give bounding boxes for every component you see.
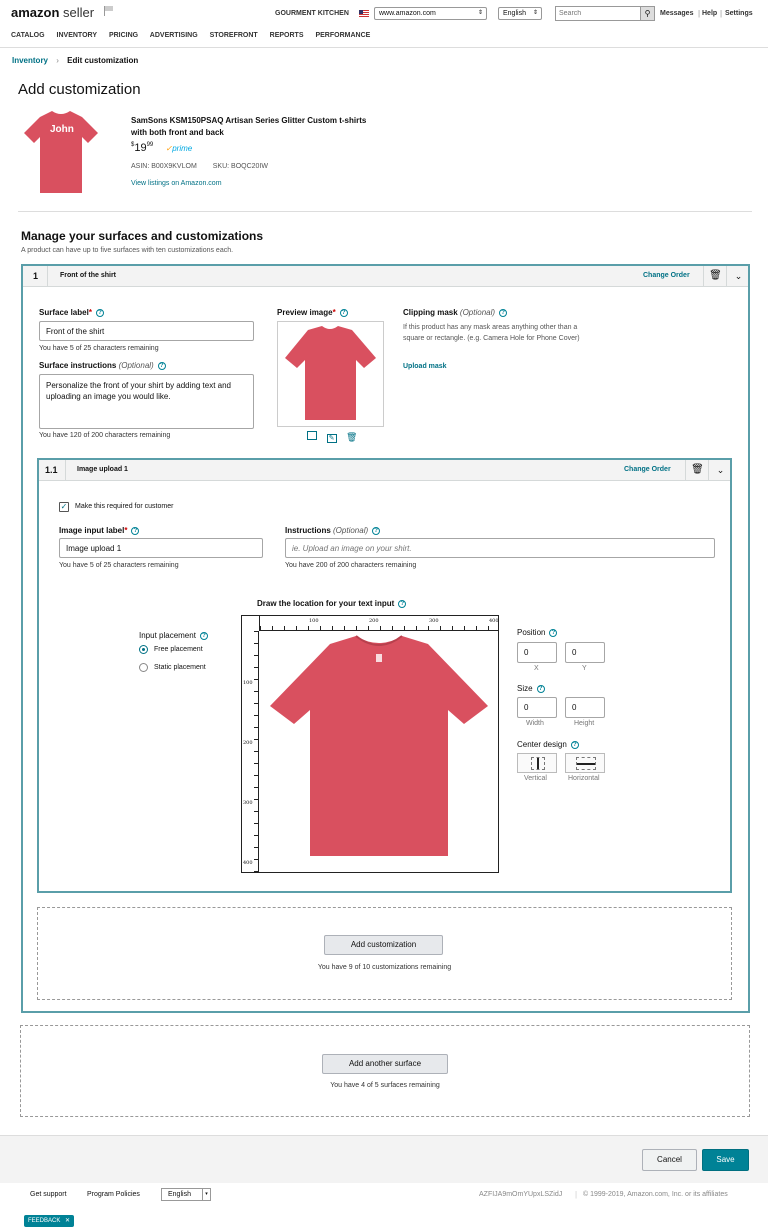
- logo-amazon: amazon: [11, 5, 60, 20]
- save-button[interactable]: Save: [702, 1149, 749, 1171]
- clipping-mask-description: If this product has any mask areas anything other than a square or rectangle. (e.g. Camera Hole for Phone Cover): [403, 324, 580, 342]
- height-label: Height: [574, 720, 595, 727]
- width-label: Width: [526, 720, 544, 727]
- nav-pricing[interactable]: PRICING: [108, 32, 139, 39]
- header-divider: |: [720, 9, 723, 18]
- surface-header: [23, 266, 748, 287]
- vertical-label: Vertical: [524, 775, 547, 782]
- action-bar: [0, 1135, 768, 1183]
- delete-customization-button[interactable]: [685, 460, 709, 480]
- cancel-button[interactable]: Cancel: [642, 1149, 697, 1171]
- ruler-tick-label: 100: [243, 680, 253, 686]
- crop-icon[interactable]: [307, 431, 317, 440]
- product-ids: [131, 163, 268, 170]
- instructions-remaining: You have 200 of 200 characters remaining: [285, 562, 417, 569]
- customization-header: [39, 460, 730, 481]
- checkmark-icon: ✓: [60, 502, 68, 511]
- help-icon[interactable]: ?: [158, 362, 166, 370]
- top-header: [0, 0, 768, 48]
- logo-seller: seller: [63, 5, 95, 20]
- add-customization-button[interactable]: Add customization: [324, 935, 443, 955]
- trash-icon[interactable]: 🗑: [346, 432, 358, 442]
- nav-inventory[interactable]: INVENTORY: [56, 32, 97, 39]
- ruler-tick-label: 400: [489, 618, 499, 624]
- thumbnail-text: John: [50, 124, 74, 135]
- feedback-label: FEEDBACK: [28, 1218, 61, 1224]
- ruler-tick-label: 300: [243, 800, 253, 806]
- divider: [18, 211, 752, 212]
- width-input[interactable]: [517, 697, 557, 718]
- feedback-button[interactable]: [24, 1215, 74, 1227]
- center-vertical-button[interactable]: [517, 753, 557, 773]
- product-price: [131, 142, 192, 154]
- free-placement-label: Free placement: [154, 646, 203, 653]
- header-divider: |: [698, 9, 701, 18]
- seller-logo[interactable]: [11, 5, 94, 20]
- ruler-tick-label: 400: [243, 860, 253, 866]
- y-label: Y: [582, 665, 587, 672]
- add-customization-box: [37, 907, 732, 1000]
- edit-icon[interactable]: ✎: [327, 434, 337, 443]
- ruler-tick-label: 300: [429, 618, 439, 624]
- select-arrows-icon: ⇕: [532, 10, 538, 16]
- upload-mask-link[interactable]: Upload mask: [403, 363, 447, 370]
- position-title: Position ?: [517, 628, 557, 637]
- center-horizontal-button[interactable]: [565, 753, 605, 773]
- static-placement-radio[interactable]: [139, 663, 148, 672]
- tshirt-preview-image: [278, 322, 383, 426]
- help-icon[interactable]: ?: [96, 309, 104, 317]
- center-design-title: Center design ?: [517, 740, 579, 749]
- get-support-link[interactable]: Get support: [30, 1191, 67, 1198]
- sku-value: BOQC20IW: [231, 163, 268, 170]
- header-divider: [65, 460, 66, 480]
- asin-value: B00X9KVLOM: [151, 163, 197, 170]
- change-order-link[interactable]: Change Order: [643, 272, 690, 279]
- surface-panel: [21, 264, 750, 1013]
- add-surface-box: [20, 1025, 750, 1117]
- help-icon[interactable]: ?: [200, 632, 208, 640]
- product-title: SamSons KSM150PSAQ Artisan Series Glitter Custom t-shirts with both front and back: [131, 116, 367, 137]
- chevron-down-icon: ⌄: [716, 465, 725, 475]
- help-icon[interactable]: ?: [571, 741, 579, 749]
- footer-id: AZFIJA9mOmYUpxLSZidJ: [479, 1191, 563, 1198]
- trash-icon: 🗑: [691, 464, 704, 475]
- preview-actions: [307, 431, 367, 443]
- draw-location-title: Draw the location for your text input ?: [257, 599, 406, 608]
- marketplace-select[interactable]: [374, 7, 487, 20]
- image-input-label-input[interactable]: [59, 538, 263, 558]
- messages-link[interactable]: Messages: [660, 10, 694, 17]
- asin-label: ASIN:: [131, 163, 150, 170]
- instructions-title: Instructions (Optional) ?: [285, 526, 380, 535]
- breadcrumb: [12, 56, 138, 65]
- ruler-tick-label: 200: [243, 740, 253, 746]
- prime-check-icon: ✓: [165, 144, 173, 153]
- surface-instructions-title: Surface instructions (Optional) ?: [39, 361, 166, 370]
- required-checkbox[interactable]: [59, 502, 69, 512]
- help-link[interactable]: Help: [702, 10, 718, 17]
- position-x-input[interactable]: [517, 642, 557, 663]
- tshirt-thumbnail-image: [18, 107, 104, 195]
- customization-number: 1.1: [45, 465, 58, 475]
- customization-name: Image upload 1: [77, 466, 128, 473]
- surfaces-remaining: You have 4 of 5 surfaces remaining: [330, 1082, 440, 1089]
- nav-performance[interactable]: PERFORMANCE: [315, 32, 371, 39]
- customizations-remaining: You have 9 of 10 customizations remaining: [317, 964, 452, 971]
- preview-image: [277, 321, 384, 427]
- clipping-mask-title: Clipping mask (Optional) ?: [403, 308, 507, 317]
- nav-advertising[interactable]: ADVERTISING: [149, 32, 198, 39]
- copyright: © 1999-2019, Amazon.com, Inc. or its affiliates: [583, 1191, 728, 1198]
- prime-badge: ✓prime: [165, 144, 193, 153]
- header-divider: [47, 266, 48, 286]
- ruler-horizontal: [259, 616, 499, 631]
- chevron-down-icon: ⌄: [734, 271, 743, 281]
- ruler-tick-label: 200: [369, 618, 379, 624]
- size-title: Size ?: [517, 684, 545, 693]
- add-surface-button[interactable]: Add another surface: [322, 1054, 448, 1074]
- price-currency: $: [131, 142, 135, 148]
- flag-icon: [104, 6, 114, 16]
- delete-surface-button[interactable]: [703, 266, 727, 286]
- breadcrumb-separator-icon: ›: [56, 56, 59, 65]
- help-icon[interactable]: ?: [131, 527, 139, 535]
- input-placement-title: Input placement ?: [139, 631, 208, 640]
- us-flag-icon: [359, 10, 369, 17]
- dropdown-icon: ▾: [202, 1189, 210, 1200]
- help-icon[interactable]: ?: [372, 527, 380, 535]
- search-icon: ⚲: [644, 9, 651, 18]
- x-label: X: [534, 665, 539, 672]
- surface-instructions-remaining: You have 120 of 200 characters remaining: [39, 432, 171, 439]
- tshirt-canvas-image: [260, 632, 498, 872]
- customization-panel: [37, 458, 732, 893]
- nav-storefront[interactable]: STOREFRONT: [209, 32, 258, 39]
- price-cents: 99: [146, 142, 154, 148]
- required-label: Make this required for customer: [75, 503, 174, 510]
- sku-label: SKU:: [212, 163, 230, 170]
- manage-title: Manage your surfaces and customizations: [21, 229, 264, 243]
- collapse-surface-button[interactable]: [726, 266, 750, 286]
- preview-image-title: Preview image* ?: [277, 308, 348, 317]
- search-input[interactable]: [555, 6, 641, 21]
- position-y-input[interactable]: [565, 642, 605, 663]
- view-listings-link[interactable]: View listings on Amazon.com: [131, 180, 222, 187]
- footer-divider: |: [575, 1190, 578, 1199]
- collapse-customization-button[interactable]: [708, 460, 732, 480]
- footer-language-value: English: [168, 1191, 191, 1198]
- free-placement-radio[interactable]: [139, 645, 148, 654]
- help-icon[interactable]: ?: [340, 309, 348, 317]
- surface-name: Front of the shirt: [60, 272, 116, 279]
- help-icon[interactable]: ?: [537, 685, 545, 693]
- language-select[interactable]: [498, 7, 542, 20]
- footer-language-select[interactable]: [161, 1188, 211, 1201]
- program-policies-link[interactable]: Program Policies: [87, 1191, 140, 1198]
- store-name[interactable]: GOURMENT KITCHEN: [275, 10, 349, 17]
- product-thumbnail: [18, 107, 104, 195]
- height-input[interactable]: [565, 697, 605, 718]
- help-icon[interactable]: ?: [549, 629, 557, 637]
- page-title: Add customization: [18, 81, 141, 98]
- horizontal-label: Horizontal: [568, 775, 600, 782]
- breadcrumb-current: Edit customization: [67, 56, 139, 65]
- price-dollars: 19: [134, 142, 147, 154]
- search-button[interactable]: [640, 6, 655, 21]
- manage-subtitle: A product can have up to five surfaces with ten customizations each.: [21, 247, 234, 254]
- ruler-vertical: [242, 631, 259, 872]
- nav-catalog[interactable]: CATALOG: [11, 32, 45, 39]
- main-nav: [11, 32, 370, 39]
- image-input-label-title: Image input label* ?: [59, 526, 139, 535]
- select-arrows-icon: ⇕: [477, 10, 483, 16]
- settings-link[interactable]: Settings: [725, 10, 753, 17]
- nav-reports[interactable]: REPORTS: [269, 32, 304, 39]
- help-icon[interactable]: ?: [398, 600, 406, 608]
- marketplace-value: www.amazon.com: [379, 10, 436, 17]
- language-value: English: [503, 10, 526, 17]
- help-icon[interactable]: ?: [499, 309, 507, 317]
- breadcrumb-inventory[interactable]: Inventory: [12, 56, 49, 65]
- close-icon[interactable]: ✕: [65, 1218, 71, 1224]
- trash-icon: 🗑: [709, 270, 722, 281]
- change-order-link[interactable]: Change Order: [624, 466, 671, 473]
- footer: [0, 1183, 768, 1229]
- surface-label-remaining: You have 5 of 25 characters remaining: [39, 345, 159, 352]
- static-placement-label: Static placement: [154, 664, 206, 671]
- surface-instructions-input[interactable]: [39, 374, 254, 429]
- ruler-tick-label: 100: [309, 618, 319, 624]
- image-input-label-remaining: You have 5 of 25 characters remaining: [59, 562, 179, 569]
- surface-number: 1: [33, 271, 39, 281]
- surface-label-title: Surface label* ?: [39, 308, 104, 317]
- placement-canvas[interactable]: [241, 615, 499, 873]
- instructions-input[interactable]: [285, 538, 715, 558]
- surface-label-input[interactable]: [39, 321, 254, 341]
